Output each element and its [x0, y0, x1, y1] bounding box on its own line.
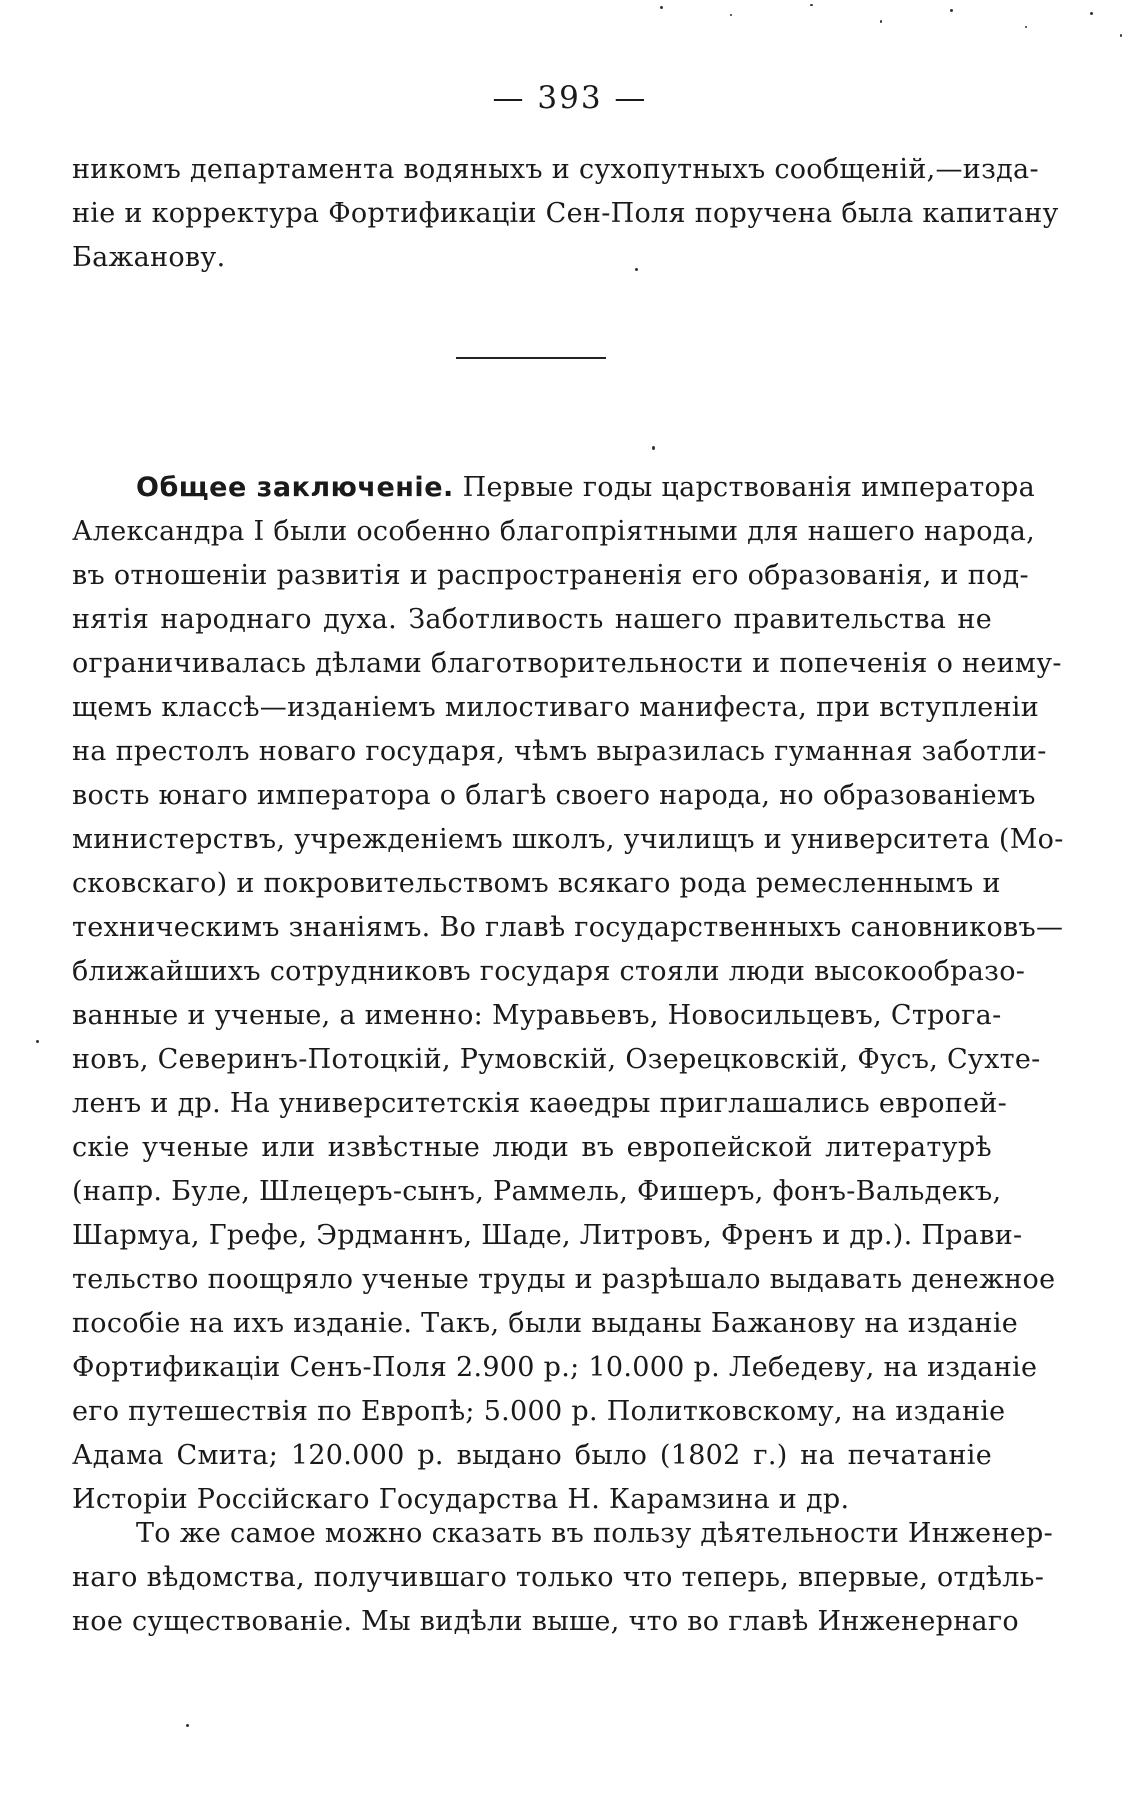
text-line: новъ, Северинъ-Потоцкій, Румовскій, Озерецковскій, Фусъ, Сухте-	[72, 1044, 1041, 1075]
text-line: наго вѣдомства, получившаго только что теперь, впервые, отдѣль-	[72, 1562, 1045, 1593]
conclusion-section	[72, 466, 1064, 1522]
text-line: Фортификаціи Сенъ-Поля 2.900 р.; 10.000 р. Лебедеву, на изданіе	[72, 1352, 1038, 1383]
text-line: ніе и корректура Фортификаціи Сен-Поля поручена была капитану	[72, 198, 1059, 229]
text-line: ленъ и др. На университетскія каѳедры приглашались европей-	[72, 1088, 1008, 1119]
ink-speck	[652, 446, 655, 450]
text-line: никомъ департамента водяныхъ и сухопутныхъ сообщеній,—изда-	[72, 154, 1039, 185]
scan-noise	[620, 0, 1140, 60]
text-line: техническимъ знаніямъ. Во главѣ государственныхъ сановниковъ—	[72, 912, 1064, 943]
text-line: въ отношеніи развитія и распространенія его образованія, и под-	[72, 560, 1029, 591]
top-paragraph	[72, 148, 1059, 280]
ink-speck	[635, 268, 638, 271]
ink-speck	[36, 1040, 39, 1043]
second-paragraph	[72, 1512, 1054, 1644]
text-line	[72, 466, 1036, 510]
text-line: ванные и ученые, а именно: Муравьевъ, Новосильцевъ, Строга-	[72, 1000, 1002, 1031]
text-line: тельство поощряло ученые труды и разрѣшало выдавать денежное	[72, 1264, 1056, 1295]
text-line: вость юнаго императора о благѣ своего народа, но образованіемъ	[72, 780, 1036, 811]
text-line: пособіе на ихъ изданіе. Такъ, были выданы Бажанову на изданіе	[72, 1308, 1019, 1339]
text-line: министерствъ, учрежденіемъ школъ, училищъ и университета (Мо-	[72, 824, 1064, 855]
text-line: ное существованіе. Мы видѣли выше, что во главѣ Инженернаго	[72, 1606, 1019, 1637]
section-heading: Общее заключеніе.	[136, 472, 454, 503]
heading-line-text: Первые годы царствованія императора	[462, 472, 1036, 503]
text-line: ближайшихъ сотрудниковъ государя стояли люди высокообразо-	[72, 956, 1026, 987]
text-line: скіе ученые или извѣстные люди въ европейской литературѣ	[72, 1132, 992, 1163]
text-line: Адама Смита; 120.000 р. выдано было (1802 г.) на печатаніе	[72, 1440, 992, 1471]
section-divider	[456, 357, 606, 359]
text-line: ограничивалась дѣлами благотворительности и попеченія о неиму-	[72, 648, 1062, 679]
text-line: Александра I были особенно благопріятными для нашего народа,	[72, 516, 1036, 547]
text-line: нятія народнаго духа. Заботливость нашего правительства не	[72, 604, 992, 635]
text-line: его путешествія по Европѣ; 5.000 р. Политковскому, на изданіе	[72, 1396, 1006, 1427]
text-line: (напр. Буле, Шлецеръ-сынъ, Раммель, Фишеръ, фонъ-Вальдекъ,	[72, 1176, 1002, 1207]
page-number: — 393 —	[492, 80, 648, 116]
text-line: щемъ классѣ—изданіемъ милостиваго манифеста, при вступленіи	[72, 692, 1040, 723]
text-line: То же самое можно сказать въ пользу дѣятельности Инженер-	[136, 1518, 1054, 1549]
text-line: Исторіи Россійскаго Государства Н. Карамзина и др.	[72, 1484, 850, 1515]
text-line: на престолъ новаго государя, чѣмъ выразилась гуманная заботли-	[72, 736, 1047, 767]
text-line: Шармуа, Грефе, Эрдманнъ, Шаде, Литровъ, Френъ и др.). Прави-	[72, 1220, 1023, 1251]
ink-speck	[186, 1724, 189, 1727]
text-line: Бажанову.	[72, 242, 226, 273]
text-line: сковскаго) и покровительствомъ всякаго рода ремесленнымъ и	[72, 868, 1001, 899]
